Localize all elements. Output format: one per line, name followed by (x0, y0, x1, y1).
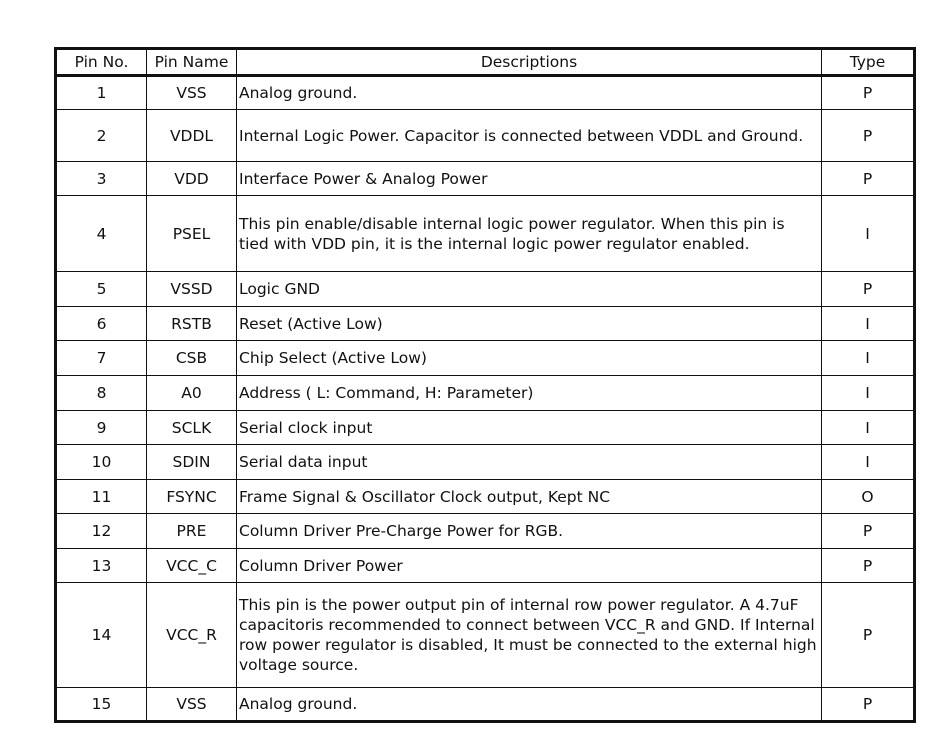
description-cell: Column Driver Pre-Charge Power for RGB. (237, 514, 822, 549)
type-cell: P (822, 583, 915, 688)
pin-name-cell: FSYNC (147, 480, 237, 514)
pin-name-cell: VSS (147, 76, 237, 110)
table-row (56, 480, 915, 514)
pin-name-cell: VSS (147, 688, 237, 722)
description-cell: Column Driver Power (237, 549, 822, 583)
type-cell: P (822, 162, 915, 196)
pin-no-cell: 1 (56, 76, 147, 110)
description-cell: Serial data input (237, 445, 822, 480)
pin-no-cell: 13 (56, 549, 147, 583)
type-cell: P (822, 272, 915, 307)
table-row (56, 445, 915, 480)
pin-no-cell: 4 (56, 196, 147, 272)
pin-name-cell: CSB (147, 341, 237, 376)
description-cell: Analog ground. (237, 688, 822, 722)
table-row (56, 514, 915, 549)
table-row (56, 162, 915, 196)
table-row (56, 411, 915, 445)
table-header-row (56, 49, 915, 76)
pin-description-table-container (54, 47, 916, 723)
table-row (56, 196, 915, 272)
type-cell: I (822, 307, 915, 341)
type-cell: O (822, 480, 915, 514)
pin-no-cell: 3 (56, 162, 147, 196)
description-cell: Address ( L: Command, H: Parameter) (237, 376, 822, 411)
description-cell: Frame Signal & Oscillator Clock output, Kept NC (237, 480, 822, 514)
pin-name-cell: VCC_C (147, 549, 237, 583)
table-row (56, 307, 915, 341)
pin-no-cell: 15 (56, 688, 147, 722)
pin-name-cell: PSEL (147, 196, 237, 272)
description-cell: Interface Power & Analog Power (237, 162, 822, 196)
header-type: Type (822, 49, 915, 76)
pin-no-cell: 12 (56, 514, 147, 549)
pin-no-cell: 10 (56, 445, 147, 480)
table-row (56, 76, 915, 110)
pin-name-cell: VCC_R (147, 583, 237, 688)
pin-no-cell: 7 (56, 341, 147, 376)
description-cell: Analog ground. (237, 76, 822, 110)
type-cell: I (822, 196, 915, 272)
type-cell: I (822, 341, 915, 376)
type-cell: I (822, 411, 915, 445)
pin-no-cell: 6 (56, 307, 147, 341)
description-cell: Reset (Active Low) (237, 307, 822, 341)
pin-no-cell: 9 (56, 411, 147, 445)
table-body (56, 76, 915, 722)
pin-no-cell: 8 (56, 376, 147, 411)
pin-no-cell: 11 (56, 480, 147, 514)
pin-description-table (54, 47, 916, 723)
table-row (56, 272, 915, 307)
pin-name-cell: VDD (147, 162, 237, 196)
type-cell: P (822, 514, 915, 549)
pin-name-cell: PRE (147, 514, 237, 549)
header-pin-name: Pin Name (147, 49, 237, 76)
pin-name-cell: VDDL (147, 110, 237, 162)
pin-no-cell: 5 (56, 272, 147, 307)
type-cell: P (822, 688, 915, 722)
pin-no-cell: 14 (56, 583, 147, 688)
type-cell: I (822, 445, 915, 480)
description-cell: This pin is the power output pin of internal row power regulator. A 4.7uF capacitoris recommended to connect between VCC_R and GND. If Internal row power regulator is disabled, It must be connected to the external high voltage source. (237, 583, 822, 688)
table-row (56, 341, 915, 376)
description-cell: Chip Select (Active Low) (237, 341, 822, 376)
type-cell: P (822, 549, 915, 583)
pin-name-cell: SCLK (147, 411, 237, 445)
description-cell: Logic GND (237, 272, 822, 307)
type-cell: P (822, 110, 915, 162)
table-row (56, 110, 915, 162)
pin-name-cell: VSSD (147, 272, 237, 307)
description-cell: Internal Logic Power. Capacitor is connected between VDDL and Ground. (237, 110, 822, 162)
type-cell: I (822, 376, 915, 411)
description-cell: This pin enable/disable internal logic power regulator. When this pin is tied with VDD pin, it is the internal logic power regulator enabled. (237, 196, 822, 272)
table-row (56, 583, 915, 688)
pin-name-cell: A0 (147, 376, 237, 411)
table-row (56, 688, 915, 722)
pin-name-cell: SDIN (147, 445, 237, 480)
type-cell: P (822, 76, 915, 110)
header-descriptions: Descriptions (237, 49, 822, 76)
table-row (56, 549, 915, 583)
pin-no-cell: 2 (56, 110, 147, 162)
description-cell: Serial clock input (237, 411, 822, 445)
table-row (56, 376, 915, 411)
pin-name-cell: RSTB (147, 307, 237, 341)
header-pin-no: Pin No. (56, 49, 147, 76)
